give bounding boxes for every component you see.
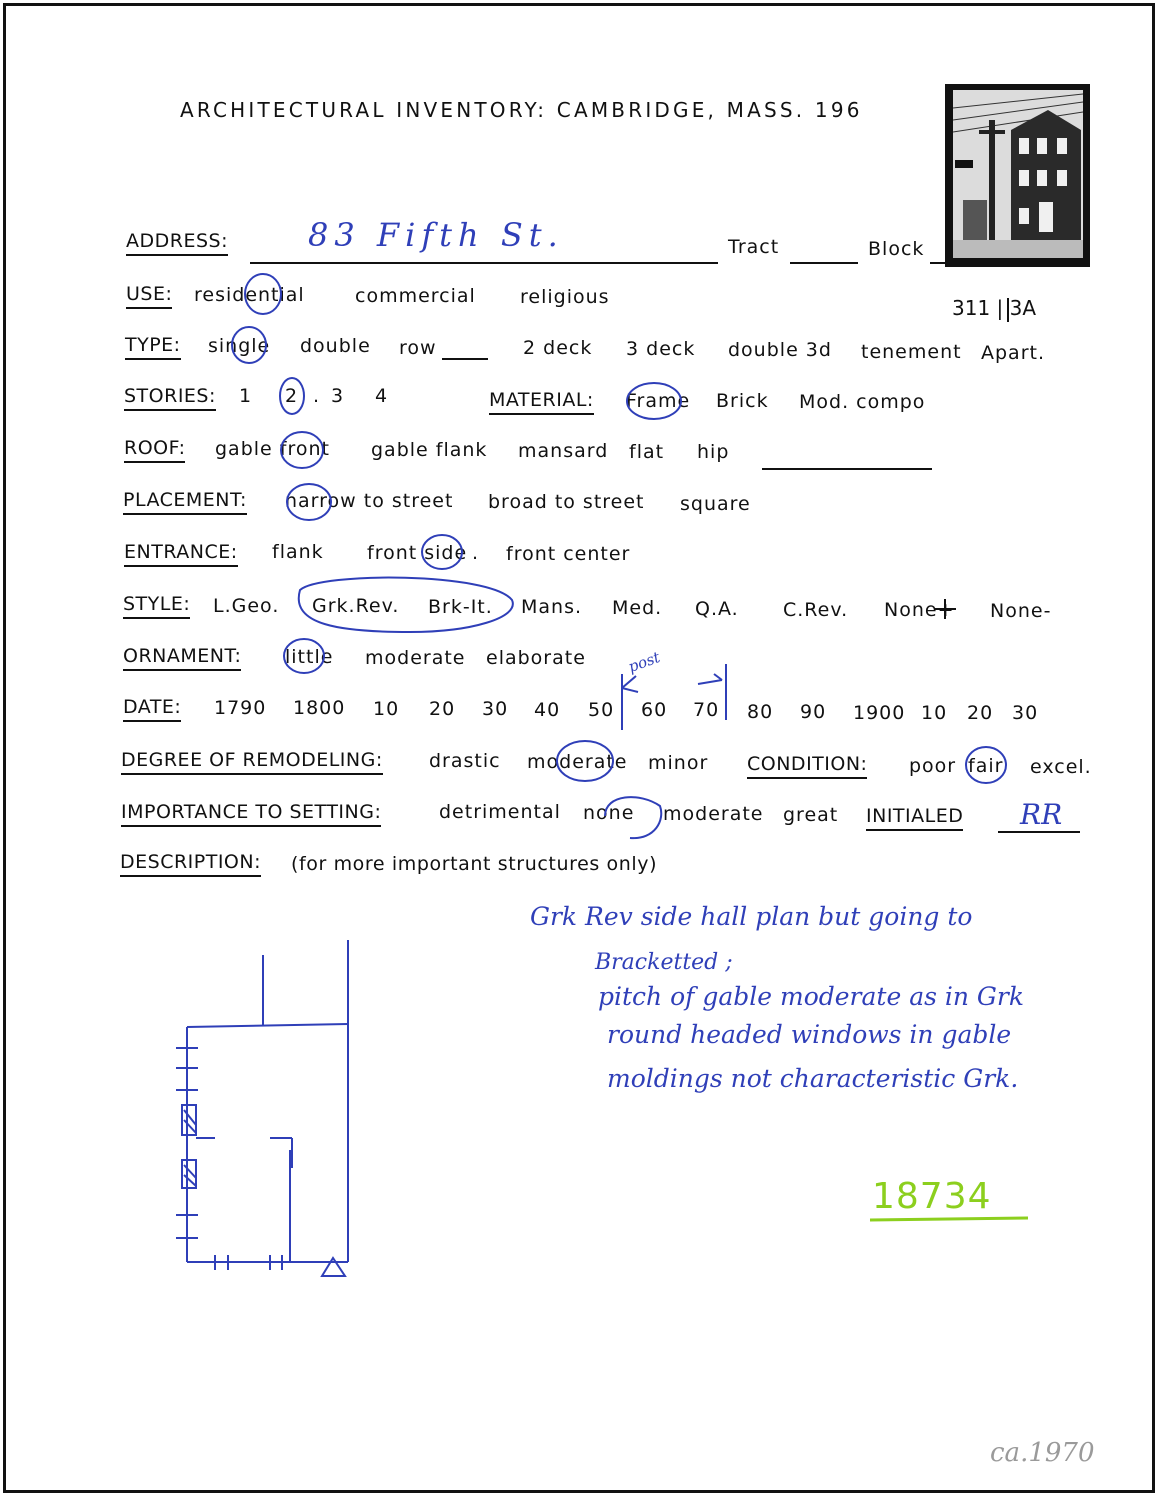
circle-side	[422, 535, 462, 569]
type-single: single	[208, 335, 271, 357]
stories-dot: .	[313, 385, 321, 407]
description-hint: (for more important structures only)	[291, 853, 658, 875]
style-label: STYLE:	[123, 593, 190, 619]
style-brkit: Brk-It.	[428, 596, 493, 618]
condition-fair: fair	[968, 755, 1004, 777]
floorplan	[187, 1024, 348, 1027]
roof-hip: hip	[697, 441, 730, 463]
placement-label: PLACEMENT:	[123, 489, 247, 515]
stories-3: 3	[331, 385, 345, 407]
circle-narrow	[287, 484, 331, 520]
remodeling-drastic: drastic	[429, 750, 501, 772]
circle-fair	[966, 747, 1006, 783]
placement-broad: broad to street	[488, 491, 645, 513]
placement-square: square	[680, 493, 751, 515]
date-1790: 1790	[214, 697, 267, 719]
ornament-little: little	[285, 646, 334, 668]
form-title: ARCHITECTURAL INVENTORY: CAMBRIDGE, MASS. 196	[180, 98, 863, 122]
date-label: DATE:	[123, 696, 181, 722]
initialed-label: INITIALED	[866, 805, 963, 831]
entrance-front-center: front center	[506, 543, 631, 565]
remodeling-minor: minor	[648, 752, 709, 774]
importance-none: none	[583, 802, 635, 824]
type-row: row	[399, 337, 437, 359]
circle-front	[281, 432, 323, 468]
date-30b: 30	[1012, 702, 1039, 724]
date-20: 20	[429, 698, 456, 720]
date-10b: 10	[921, 702, 948, 724]
style-qa: Q.A.	[695, 598, 739, 620]
use-commercial: commercial	[355, 285, 476, 307]
type-apart: Apart.	[981, 342, 1046, 364]
id-number: 18734	[872, 1176, 992, 1217]
circle-single	[232, 327, 266, 363]
description-line-1: Grk Rev side hall plan but going to	[530, 902, 973, 931]
style-grkrev: Grk.Rev.	[312, 595, 400, 617]
circle-little	[284, 639, 324, 673]
type-double3d: double 3d	[728, 339, 832, 361]
style-none-minus: None-	[990, 600, 1052, 622]
description-line-3: pitch of gable moderate as in Grk	[598, 982, 1024, 1011]
ornament-label: ORNAMENT:	[123, 645, 241, 671]
type-label: TYPE:	[125, 334, 181, 360]
date-50: 50	[588, 699, 615, 721]
stories-label: STORIES:	[124, 385, 216, 411]
description-line-4: round headed windows in gable	[607, 1020, 1012, 1049]
stories-4: 4	[375, 385, 389, 407]
remodeling-moderate: moderate	[527, 751, 628, 773]
roof-label: ROOF:	[124, 437, 185, 463]
material-frame: Frame	[626, 390, 691, 412]
type-tenement: tenement	[861, 341, 962, 363]
circle-grkrev-brkit	[299, 578, 513, 632]
condition-label: CONDITION:	[747, 753, 867, 779]
date-30: 30	[482, 698, 509, 720]
block-label: Block	[868, 238, 925, 260]
tract-label: Tract	[728, 236, 780, 258]
date-90: 90	[800, 701, 827, 723]
importance-label: IMPORTANCE TO SETTING:	[121, 801, 381, 827]
style-mans: Mans.	[521, 596, 583, 618]
date-20b: 20	[967, 702, 994, 724]
circle-2	[280, 378, 304, 414]
type-2deck: 2 deck	[523, 337, 593, 359]
style-crev: C.Rev.	[783, 599, 849, 621]
material-label: MATERIAL:	[489, 389, 594, 415]
roof-flat: flat	[629, 441, 665, 463]
stories-2: 2	[285, 385, 299, 407]
stories-1: 1	[239, 385, 253, 407]
entrance-front-side: front side	[367, 542, 468, 564]
condition-excel: excel.	[1030, 756, 1092, 778]
circle-moderate	[557, 741, 613, 781]
entrance-flank: flank	[272, 541, 324, 563]
circa-note: ca.1970	[990, 1438, 1095, 1468]
use-residential: residential	[194, 284, 305, 306]
address-value: 83 Fifth St.	[308, 216, 564, 254]
importance-great: great	[783, 804, 839, 826]
date-40: 40	[534, 699, 561, 721]
description-label: DESCRIPTION:	[120, 851, 261, 877]
material-mod-compo: Mod. compo	[799, 391, 926, 413]
style-none-plus: None+	[884, 599, 955, 621]
style-lgeo: L.Geo.	[213, 595, 280, 617]
tract-block-number: 311 | 3A	[952, 296, 1037, 320]
importance-detrimental: detrimental	[439, 801, 561, 823]
date-80: 80	[747, 701, 774, 723]
date-70: 70	[693, 699, 720, 721]
description-line-5: moldings not characteristic Grk.	[607, 1064, 1019, 1093]
circle-frame	[627, 383, 681, 419]
roof-mansard: mansard	[518, 440, 609, 462]
date-1900: 1900	[853, 702, 906, 724]
ornament-moderate: moderate	[365, 647, 466, 669]
initials: RR	[1020, 798, 1063, 831]
type-double: double	[300, 335, 371, 357]
material-brick: Brick	[716, 390, 769, 412]
placement-narrow: narrow to street	[285, 490, 454, 512]
use-religious: religious	[520, 286, 610, 308]
ornament-elaborate: elaborate	[486, 647, 586, 669]
address-label: ADDRESS:	[126, 230, 228, 256]
date-60: 60	[641, 699, 668, 721]
condition-poor: poor	[909, 755, 957, 777]
circle-residential	[245, 274, 281, 314]
entrance-label: ENTRANCE:	[124, 541, 238, 567]
description-line-2: Bracketted ;	[595, 950, 733, 975]
date-1800: 1800	[293, 697, 346, 719]
entrance-dot: .	[472, 542, 480, 564]
type-3deck: 3 deck	[626, 338, 696, 360]
date-note: post	[625, 648, 663, 676]
roof-gable-front: gable front	[215, 438, 330, 460]
use-label: USE:	[126, 283, 172, 309]
remodeling-label: DEGREE OF REMODELING:	[121, 749, 383, 775]
style-med: Med.	[612, 597, 663, 619]
roof-gable-flank: gable flank	[371, 439, 488, 461]
date-10: 10	[373, 698, 400, 720]
circle-none-moderate	[605, 797, 661, 838]
importance-moderate: moderate	[663, 803, 764, 825]
